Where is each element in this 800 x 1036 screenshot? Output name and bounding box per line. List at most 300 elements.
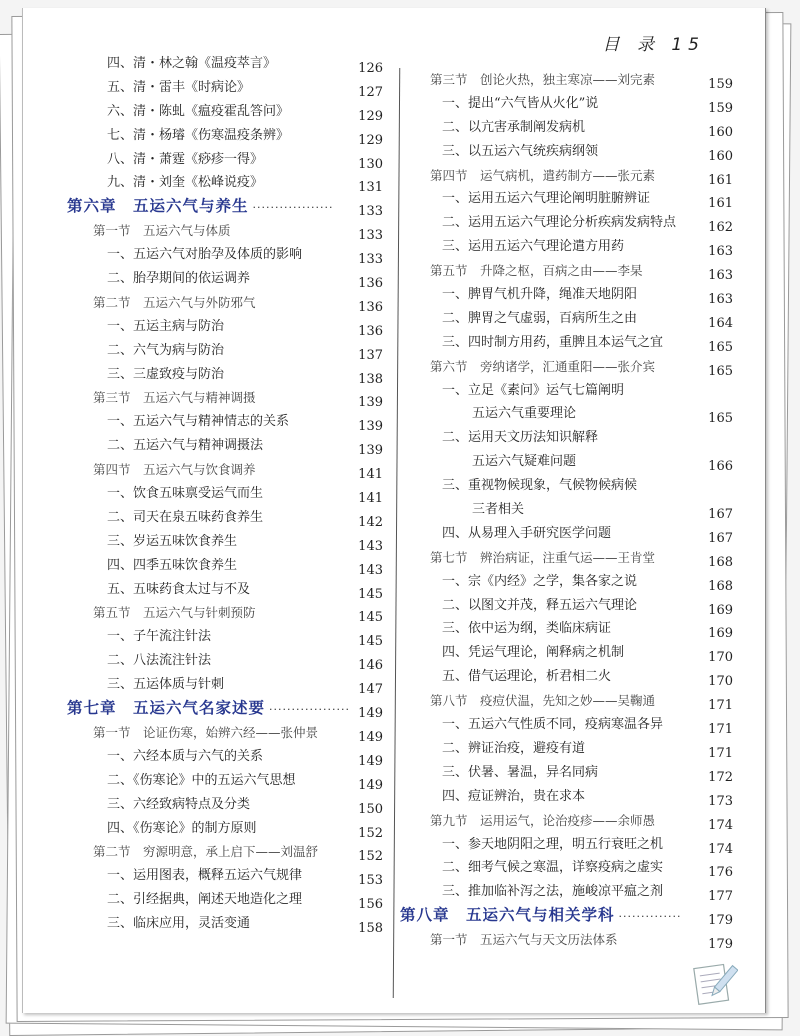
toc-entry-text: 二、五运六气与精神调摄法 <box>107 438 264 454</box>
toc-entry-text: 二、六气为病与防治 <box>107 342 225 358</box>
toc-entry-item <box>67 243 383 267</box>
toc-entry-title <box>472 450 576 474</box>
toc-page-number: 137 <box>358 347 383 363</box>
toc-entry-item <box>67 769 383 793</box>
toc-entry-title <box>430 68 655 92</box>
toc-entry-text: 四、凭运气理论，阐释病之机制 <box>442 645 625 661</box>
toc-page-number: 179 <box>708 913 733 929</box>
toc-entry-item <box>67 625 383 649</box>
toc-entry-title <box>430 928 618 952</box>
toc-page-number: 130 <box>358 156 383 172</box>
toc-page-number: 165 <box>708 339 733 355</box>
toc-entry-text: 第四节 运气病机，遣药制方——张元素 <box>430 167 656 183</box>
toc-page-number: 158 <box>358 921 383 937</box>
toc-entry-title <box>67 697 350 722</box>
toc-page-number: 172 <box>708 769 733 785</box>
toc-entry-title <box>107 148 263 172</box>
toc-entry-item <box>408 713 733 737</box>
toc-entry-text: 二、运用天文历法知识解释 <box>442 430 599 446</box>
toc-entry-title <box>442 211 676 235</box>
toc-entry-title <box>107 124 289 148</box>
toc-entry-title <box>107 506 263 530</box>
toc-page-number: 136 <box>358 299 383 315</box>
toc-page-number: 159 <box>708 100 733 116</box>
toc-entry-text: 九、清・刘奎《松峰说疫》 <box>107 175 264 191</box>
toc-entry-text: 三、三虚致疫与防治 <box>107 366 225 382</box>
toc-entry-text: 三、六经致病特点及分类 <box>107 796 251 812</box>
toc-entry-text: 第七章 五运六气名家述要 <box>67 699 266 718</box>
toc-entry-item <box>408 785 733 809</box>
notepad-pencil-icon <box>690 960 738 1006</box>
toc-entry-item <box>408 665 733 689</box>
toc-page-number: 133 <box>358 204 383 220</box>
toc-entry-item <box>67 267 383 291</box>
toc-entry-title <box>107 100 289 124</box>
toc-entry-item <box>408 116 733 140</box>
toc-entry-text: 第三节 创论火热，独主寒凉——刘完素 <box>430 72 656 87</box>
toc-entry-title <box>430 809 655 833</box>
toc-entry-section <box>67 219 383 243</box>
toc-page-number: 139 <box>358 419 383 435</box>
toc-entry-text: 四、痘证辨治，贵在求本 <box>442 788 586 804</box>
toc-entry-text: 二、以亢害承制阐发病机 <box>442 119 586 135</box>
toc-entry-title <box>430 164 655 188</box>
toc-entry-text: 二、引经据典，阐述天地造化之理 <box>107 892 303 908</box>
toc-entry-title <box>107 52 276 76</box>
toc-entry-text: 七、清・杨璿《伤寒温疫条辨》 <box>107 127 290 143</box>
toc-entry-text: 第二节 穷源明意，承上启下——刘温舒 <box>93 844 319 860</box>
toc-entry-text: 一、提出“六气皆从火化”说 <box>442 95 599 111</box>
toc-page-number: 163 <box>708 292 733 308</box>
toc-entry-title <box>107 649 211 673</box>
toc-entry-title <box>442 761 598 785</box>
toc-entry-text: 六、清・陈虬《瘟疫霍乱答问》 <box>107 103 290 119</box>
toc-entry-section <box>408 546 733 570</box>
dot-leader: ·············· <box>618 910 682 924</box>
toc-entry-title <box>67 195 333 220</box>
toc-page-number: 160 <box>708 124 733 140</box>
toc-page-number: 133 <box>358 252 383 268</box>
toc-entry-title <box>442 880 663 904</box>
toc-entry-title <box>442 235 624 259</box>
toc-entry-title <box>442 785 585 809</box>
toc-entry-item <box>408 594 733 618</box>
toc-entry-item <box>408 331 733 355</box>
toc-entry-section <box>67 601 383 625</box>
toc-entry-item <box>67 912 383 936</box>
toc-entry-title <box>107 888 302 912</box>
toc-page-number: 141 <box>358 491 383 507</box>
toc-entry-title <box>107 530 237 554</box>
toc-entry-text: 四、《伤寒论》的制方原则 <box>107 820 257 836</box>
toc-entry-item <box>67 363 383 387</box>
toc-page-number: 168 <box>708 554 733 570</box>
toc-entry-title <box>93 840 318 864</box>
toc-page-number: 129 <box>358 108 383 124</box>
toc-entry-text: 第八节 疫痘伏温，先知之妙——吴鞠通 <box>430 693 656 709</box>
toc-entry-text: 一、五运六气性质不同，疫病寒温各异 <box>442 717 664 733</box>
toc-entry-section <box>67 291 383 315</box>
toc-entry-item <box>67 339 383 363</box>
toc-entry-title <box>442 641 624 665</box>
toc-entry-text: 四、清・林之翰《温疫萃言》 <box>107 56 277 71</box>
toc-entry-text: 三、临床应用，灵活变通 <box>107 916 251 932</box>
toc-page-number: 177 <box>708 889 733 905</box>
toc-entry-item <box>67 410 383 434</box>
toc-entry-text: 四、四季五味饮食养生 <box>107 557 238 573</box>
toc-entry-title <box>107 554 237 578</box>
toc-entry-title <box>93 291 256 315</box>
toc-entry-item <box>67 793 383 817</box>
toc-page-number: 160 <box>708 148 733 164</box>
toc-entry-title <box>93 386 256 410</box>
toc-entry-title <box>442 426 598 450</box>
toc-entry-text: 二、脾胃之气虚弱，百病所生之由 <box>442 310 638 326</box>
toc-entry-section <box>408 164 733 188</box>
toc-entry-text: 第六节 旁纳诸学，汇通重阳——张介宾 <box>430 358 656 374</box>
toc-entry-title <box>430 259 643 283</box>
toc-entry-cont <box>408 498 733 522</box>
toc-entry-title <box>107 769 296 793</box>
toc-entry-title <box>107 171 263 195</box>
toc-entry-title <box>107 745 263 769</box>
toc-entry-text: 三者相关 <box>472 502 525 518</box>
toc-page-number: 174 <box>708 817 733 833</box>
toc-entry-title <box>107 673 224 697</box>
toc-page-number: 167 <box>708 507 733 523</box>
toc-page-number: 156 <box>358 897 383 913</box>
toc-page-number: 126 <box>358 61 383 76</box>
toc-entry-text: 二、八法流注针法 <box>107 653 212 669</box>
toc-entry-item <box>67 649 383 673</box>
toc-entry-title <box>430 546 655 570</box>
toc-entry-title <box>442 713 663 737</box>
toc-page-number: 171 <box>708 698 733 714</box>
toc-entry-text: 五运六气重要理论 <box>472 406 577 422</box>
toc-page-number: 145 <box>358 610 383 626</box>
toc-entry-section <box>67 840 383 864</box>
toc-page-number: 136 <box>358 276 383 292</box>
toc-entry-text: 一、子午流注针法 <box>107 629 212 645</box>
toc-entry-item <box>67 745 383 769</box>
toc-entry-section <box>67 721 383 745</box>
toc-entry-section <box>408 259 733 283</box>
toc-entry-title <box>107 315 224 339</box>
toc-page-number: 169 <box>708 626 733 642</box>
toc-page-number: 141 <box>358 467 383 483</box>
toc-entry-text: 二、《伤寒论》中的五运六气思想 <box>107 772 296 788</box>
toc-entry-title <box>442 474 637 498</box>
toc-entry-item <box>67 434 383 458</box>
header-label: 目 录 <box>602 35 660 55</box>
toc-entry-item <box>67 864 383 888</box>
toc-entry-item <box>67 124 383 148</box>
toc-entry-title <box>107 912 250 936</box>
toc-entry-text: 三、岁运五味饮食养生 <box>107 533 238 549</box>
toc-page-number: 171 <box>708 745 733 761</box>
toc-left-column <box>67 52 383 936</box>
toc-entry-item <box>408 641 733 665</box>
toc-entry-text: 一、立足《素问》运气七篇阐明 <box>442 382 625 398</box>
toc-entry-item <box>408 426 733 450</box>
toc-page-number: 149 <box>358 729 383 745</box>
toc-entry-item <box>67 530 383 554</box>
toc-page-number: 173 <box>708 793 733 809</box>
toc-entry-text: 一、参天地阴阳之理，明五行衰旺之机 <box>442 836 664 852</box>
toc-page-number: 139 <box>358 395 383 411</box>
toc-page-number: 147 <box>358 682 383 698</box>
dot-leader: ·················· <box>269 703 350 717</box>
toc-entry-item <box>408 283 733 307</box>
toc-page-number: 133 <box>358 228 383 244</box>
toc-entry-text: 三、五运体质与针刺 <box>107 677 225 693</box>
toc-page-number: 152 <box>358 849 383 865</box>
toc-entry-title <box>442 116 585 140</box>
toc-entry-section <box>408 68 733 92</box>
dot-leader: ·················· <box>252 201 334 215</box>
toc-entry-title <box>107 243 302 267</box>
toc-page-number: 131 <box>358 180 383 196</box>
toc-entry-title <box>472 498 524 522</box>
toc-entry-text: 第四节 五运六气与饮食调养 <box>93 462 256 478</box>
toc-entry-text: 一、五运六气与精神情志的关系 <box>107 414 290 430</box>
toc-entry-title <box>442 331 663 355</box>
toc-entry-item <box>408 307 733 331</box>
toc-entry-item <box>67 482 383 506</box>
toc-entry-title <box>442 140 598 164</box>
toc-entry-cont <box>408 450 733 474</box>
toc-entry-title <box>107 864 302 888</box>
toc-entry-title <box>442 856 663 880</box>
toc-entry-item <box>67 506 383 530</box>
toc-entry-title <box>442 522 611 546</box>
toc-entry-title <box>107 363 224 387</box>
toc-entry-item <box>408 522 733 546</box>
toc-page-number: 153 <box>358 873 383 889</box>
toc-page-number: 164 <box>708 315 733 331</box>
toc-entry-text: 八、清・萧霆《痧疹一得》 <box>107 151 264 167</box>
toc-entry-title <box>442 833 663 857</box>
toc-entry-item <box>408 379 733 403</box>
toc-entry-section <box>408 928 733 952</box>
toc-page-number: 179 <box>708 937 733 953</box>
toc-entry-chapter <box>67 697 383 721</box>
toc-entry-title <box>93 219 231 243</box>
toc-entry-text: 一、五运主病与防治 <box>107 318 225 334</box>
toc-entry-title <box>472 402 576 426</box>
toc-entry-title <box>107 482 263 506</box>
toc-entry-text: 二、细考气候之寒温，详察疫病之虚实 <box>442 860 664 876</box>
toc-entry-title <box>442 379 624 403</box>
toc-entry-item <box>67 817 383 841</box>
toc-entry-title <box>107 434 263 458</box>
column-divider <box>393 68 400 998</box>
toc-entry-text: 三、以五运六气统疾病纲领 <box>442 143 599 159</box>
toc-page-number: 149 <box>358 777 383 793</box>
toc-page-number: 145 <box>358 634 383 650</box>
toc-entry-item <box>67 888 383 912</box>
toc-page-number: 149 <box>358 706 383 722</box>
toc-entry-text: 三、依中运为纲，类临床病证 <box>442 621 612 637</box>
toc-page <box>22 8 766 1013</box>
toc-entry-section <box>67 458 383 482</box>
toc-entry-item <box>408 617 733 641</box>
toc-entry-title <box>442 665 611 689</box>
toc-page-number: 166 <box>708 459 733 475</box>
toc-entry-text: 二、司天在泉五味药食养生 <box>107 509 264 525</box>
toc-entry-item <box>67 52 383 76</box>
toc-entry-item <box>408 474 733 498</box>
toc-entry-section <box>408 355 733 379</box>
toc-entry-text: 第三节 五运六气与精神调摄 <box>93 390 256 406</box>
toc-page-number: 143 <box>358 562 383 578</box>
toc-entry-title <box>107 625 211 649</box>
toc-entry-item <box>408 761 733 785</box>
toc-entry-text: 二、以图文并茂，释五运六气理论 <box>442 597 638 613</box>
toc-entry-section <box>408 809 733 833</box>
toc-page-number: 143 <box>358 538 383 554</box>
toc-entry-text: 一、六经本质与六气的关系 <box>107 748 264 764</box>
toc-page-number: 169 <box>708 602 733 618</box>
toc-entry-text: 五、借气运理论，析君相二火 <box>442 669 612 685</box>
toc-page-number: 165 <box>708 411 733 427</box>
toc-entry-text: 一、脾胃气机升降，绳准天地阴阳 <box>442 287 638 303</box>
toc-page-number: 176 <box>708 865 733 881</box>
toc-page-number: 150 <box>358 801 383 817</box>
toc-entry-item <box>408 187 733 211</box>
toc-page-number: 159 <box>708 77 733 92</box>
toc-page-number: 170 <box>708 674 733 690</box>
toc-entry-title <box>442 307 637 331</box>
toc-entry-title <box>107 578 250 602</box>
toc-page-number: 163 <box>708 244 733 260</box>
toc-page-number: 161 <box>708 196 733 212</box>
toc-entry-text: 三、四时制方用药，重脾且本运气之宜 <box>442 334 664 350</box>
toc-page-number: 171 <box>708 722 733 738</box>
toc-entry-item <box>408 211 733 235</box>
toc-entry-text: 三、伏暑、暑温，异名同病 <box>442 764 599 780</box>
toc-entry-item <box>408 833 733 857</box>
toc-entry-title <box>93 721 318 745</box>
toc-entry-text: 二、胎孕期间的依运调养 <box>107 271 251 287</box>
toc-entry-title <box>93 601 256 625</box>
toc-page-number: 170 <box>708 650 733 666</box>
toc-entry-text: 一、五运六气对胎孕及体质的影响 <box>107 247 303 263</box>
toc-page-number: 138 <box>358 371 383 387</box>
toc-entry-item <box>408 570 733 594</box>
toc-entry-title <box>107 793 250 817</box>
toc-entry-section <box>67 386 383 410</box>
toc-entry-title <box>430 355 655 379</box>
toc-page-number: 127 <box>358 84 383 100</box>
toc-entry-cont <box>408 402 733 426</box>
toc-entry-item <box>67 100 383 124</box>
toc-right-column <box>400 68 733 953</box>
toc-entry-text: 四、从易理入手研究医学问题 <box>442 525 612 541</box>
toc-entry-title <box>107 339 224 363</box>
toc-entry-text: 第五节 升降之枢，百病之由——李杲 <box>430 263 643 279</box>
toc-entry-title <box>107 410 289 434</box>
toc-entry-title <box>442 283 637 307</box>
running-header <box>603 30 705 55</box>
toc-entry-text: 第一节 五运六气与体质 <box>93 223 231 239</box>
toc-page-number: 129 <box>358 132 383 148</box>
toc-entry-text: 二、辨证治疫，避疫有道 <box>442 740 586 756</box>
toc-entry-title <box>93 458 256 482</box>
toc-page-number: 146 <box>358 658 383 674</box>
toc-entry-text: 五运六气疑难问题 <box>472 454 577 470</box>
toc-entry-title <box>400 904 681 929</box>
toc-entry-text: 第二节 五运六气与外防邪气 <box>93 294 256 310</box>
toc-page-number: 139 <box>358 443 383 459</box>
toc-entry-text: 第八章 五运六气与相关学科 <box>400 906 615 925</box>
toc-entry-text: 第六章 五运六气与养生 <box>67 197 249 216</box>
toc-entry-title <box>442 617 611 641</box>
toc-entry-title <box>107 267 250 291</box>
header-page-number: 15 <box>671 35 705 55</box>
toc-entry-item <box>67 315 383 339</box>
toc-entry-item <box>408 235 733 259</box>
toc-entry-section <box>408 689 733 713</box>
toc-entry-item <box>408 856 733 880</box>
toc-entry-text: 一、运用图表，概释五运六气规律 <box>107 868 303 884</box>
toc-entry-text: 三、运用五运六气理论遣方用药 <box>442 239 625 255</box>
toc-page-number: 161 <box>708 172 733 188</box>
toc-page-number: 136 <box>358 323 383 339</box>
toc-page-number: 162 <box>708 220 733 236</box>
toc-entry-text: 第一节 论证伤寒，始辨六经——张仲景 <box>93 724 319 740</box>
toc-entry-title <box>107 76 250 100</box>
toc-entry-item <box>67 578 383 602</box>
toc-page-number: 142 <box>358 514 383 530</box>
toc-entry-text: 五、五味药食太过与不及 <box>107 581 251 597</box>
toc-entry-item <box>408 737 733 761</box>
toc-entry-item <box>408 140 733 164</box>
toc-entry-text: 一、运用五运六气理论阐明脏腑辨证 <box>442 191 651 207</box>
toc-entry-item <box>408 880 733 904</box>
toc-entry-text: 第九节 运用运气，论治疫疹——余师愚 <box>430 812 656 828</box>
toc-entry-title <box>442 187 650 211</box>
toc-entry-text: 一、宗《内经》之学，集各家之说 <box>442 573 638 589</box>
toc-entry-title <box>107 817 257 841</box>
toc-entry-text: 第五节 五运六气与针刺预防 <box>93 605 256 621</box>
toc-entry-chapter <box>67 195 383 219</box>
toc-entry-text: 三、推加临补泻之法，施峻凉平瘟之剂 <box>442 884 664 900</box>
toc-page-number: 168 <box>708 578 733 594</box>
toc-entry-item <box>408 92 733 116</box>
toc-entry-item <box>67 148 383 172</box>
toc-entry-title <box>442 570 637 594</box>
toc-entry-title <box>442 737 585 761</box>
toc-page-number: 149 <box>358 753 383 769</box>
toc-entry-title <box>442 594 637 618</box>
toc-entry-chapter <box>400 904 733 929</box>
toc-entry-text: 第一节 五运六气与天文历法体系 <box>430 932 618 948</box>
toc-page-number: 163 <box>708 268 733 284</box>
toc-entry-item <box>67 554 383 578</box>
toc-entry-text: 二、运用五运六气理论分析疾病发病特点 <box>442 215 677 231</box>
toc-entry-text: 一、饮食五味禀受运气而生 <box>107 486 264 502</box>
toc-entry-item <box>67 673 383 697</box>
toc-page-number: 174 <box>708 841 733 857</box>
toc-page-number: 145 <box>358 586 383 602</box>
toc-entry-title <box>430 689 655 713</box>
toc-entry-text: 第七节 辨治病证，注重气运——王肯堂 <box>430 549 656 565</box>
toc-page-number: 152 <box>358 825 383 841</box>
toc-entry-item <box>67 171 383 195</box>
toc-entry-item <box>67 76 383 100</box>
toc-entry-text: 五、清・雷丰《时病论》 <box>107 79 251 95</box>
